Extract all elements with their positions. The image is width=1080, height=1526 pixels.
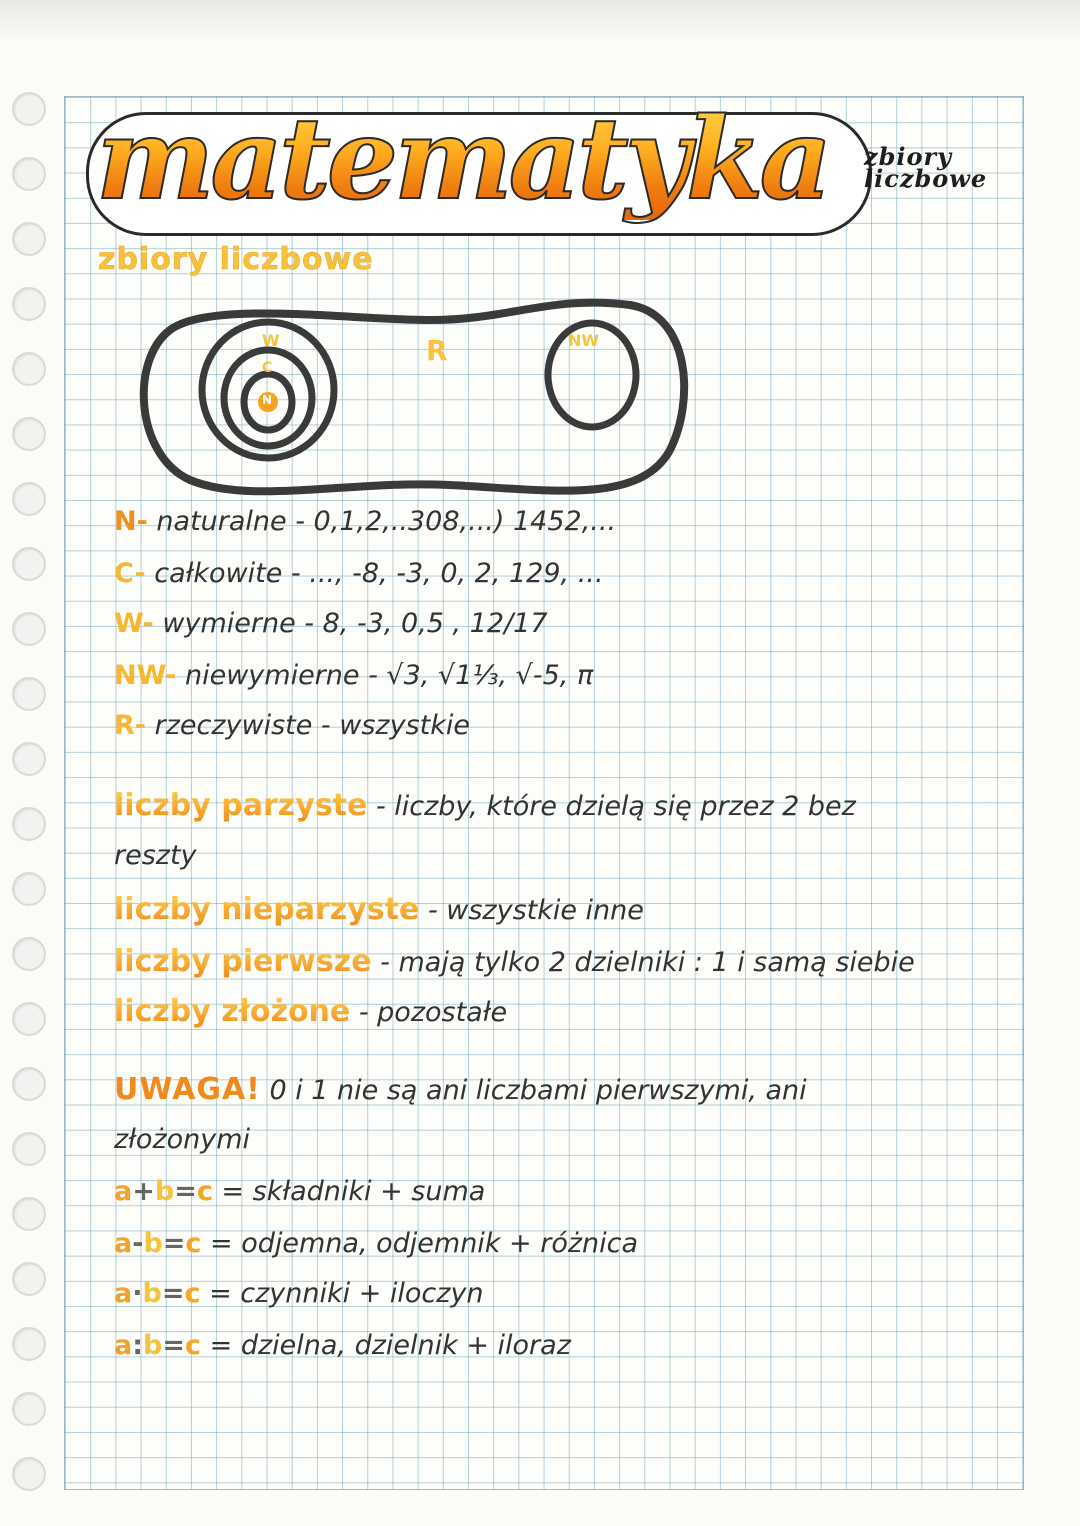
operation-description: = czynniki + iloczyn <box>209 1278 484 1309</box>
binder-hole <box>12 677 46 711</box>
binder-hole <box>12 1262 46 1296</box>
operation-division <box>114 1330 571 1361</box>
binder-hole <box>12 417 46 451</box>
label-c: C <box>262 360 273 376</box>
set-description: niewymierne - √3, √1⅓, √-5, π <box>184 660 594 691</box>
scan-edge <box>0 0 1080 36</box>
operation-description: = składniki + suma <box>221 1176 486 1207</box>
binder-hole <box>12 1327 46 1361</box>
set-key: W <box>114 608 143 639</box>
definition-prime <box>114 944 915 979</box>
operation-formula: a·b=c <box>114 1278 201 1309</box>
operation-description: = odjemna, odjemnik + różnica <box>210 1228 639 1259</box>
binder-hole <box>12 1197 46 1231</box>
set-key: R <box>114 710 135 741</box>
set-description: całkowite - ..., -8, -3, 0, 2, 129, ... <box>154 558 604 589</box>
binder-hole <box>12 807 46 841</box>
definition-term: liczby złożone <box>114 994 351 1029</box>
binder-hole <box>12 1132 46 1166</box>
operation-description: = dzielna, dzielnik + iloraz <box>209 1330 571 1361</box>
note-label: UWAGA! <box>114 1072 261 1107</box>
binder-hole <box>12 287 46 321</box>
label-w: W <box>262 331 280 350</box>
set-key: N <box>114 506 137 537</box>
operation-addition <box>114 1176 485 1207</box>
set-key: C <box>114 558 135 589</box>
binder-hole <box>12 1002 46 1036</box>
label-nw: NW <box>568 331 600 350</box>
binder-hole <box>12 742 46 776</box>
number-sets-diagram <box>130 290 700 510</box>
definition-term: liczby nieparzyste <box>114 892 420 927</box>
set-key: NW <box>114 660 166 691</box>
set-line-w: W- wymierne - 8, -3, 0,5 , 12/17 <box>114 608 548 639</box>
section-heading: zbiory liczbowe <box>98 242 374 277</box>
binder-hole <box>12 547 46 581</box>
operation-formula: a-b=c <box>114 1228 202 1259</box>
definition-text: - mają tylko 2 dzielniki : 1 i samą siebie <box>371 947 915 978</box>
note-line-1 <box>114 1072 807 1107</box>
binder-hole <box>12 872 46 906</box>
set-line-c: C- całkowite - ..., -8, -3, 0, 2, 129, ... <box>114 558 604 589</box>
operation-formula: a:b=c <box>114 1330 202 1361</box>
binder-hole <box>12 157 46 191</box>
set-line-nw: NW- niewymierne - √3, √1⅓, √-5, π <box>114 660 594 691</box>
definition-text: - pozostałe <box>350 997 508 1028</box>
binder-hole <box>12 612 46 646</box>
definition-term: liczby parzyste <box>114 788 368 823</box>
set-description: naturalne - 0,1,2,..308,...) 1452,... <box>156 506 617 537</box>
binder-hole <box>12 937 46 971</box>
definition-text: - liczby, które dzielą się przez 2 bez <box>367 791 856 822</box>
definition-even-cont <box>114 840 197 871</box>
definition-text: reszty <box>114 840 197 871</box>
binder-hole <box>12 1067 46 1101</box>
operation-formula: a+b=c <box>114 1176 213 1207</box>
binder-hole <box>12 222 46 256</box>
binder-hole <box>12 92 46 126</box>
operation-subtraction <box>114 1228 638 1259</box>
definition-composite <box>114 994 507 1029</box>
binder-hole <box>12 1457 46 1491</box>
page-title: matematyka <box>96 100 866 220</box>
set-description: wymierne - 8, -3, 0,5 , 12/17 <box>162 608 548 639</box>
set-line-n: N- naturalne - 0,1,2,..308,...) 1452,... <box>114 506 617 537</box>
note-text: 0 i 1 nie są ani liczbami pierwszymi, ani <box>269 1075 807 1106</box>
operation-multiplication <box>114 1278 484 1309</box>
definition-term: liczby pierwsze <box>114 944 372 979</box>
title-side-note: zbiory liczbowe <box>864 142 988 193</box>
definition-text: - wszystkie inne <box>419 895 644 926</box>
binder-hole <box>12 482 46 516</box>
binder-hole <box>12 1392 46 1426</box>
label-n: N <box>262 393 273 407</box>
set-description: rzeczywiste - wszystkie <box>154 710 470 741</box>
definition-even <box>114 788 856 823</box>
label-r: R <box>426 334 448 367</box>
note-line-2 <box>114 1124 250 1155</box>
note-text: złożonymi <box>114 1124 251 1155</box>
binder-hole <box>12 352 46 386</box>
definition-odd <box>114 892 644 927</box>
set-line-r: R- rzeczywiste - wszystkie <box>114 710 470 741</box>
